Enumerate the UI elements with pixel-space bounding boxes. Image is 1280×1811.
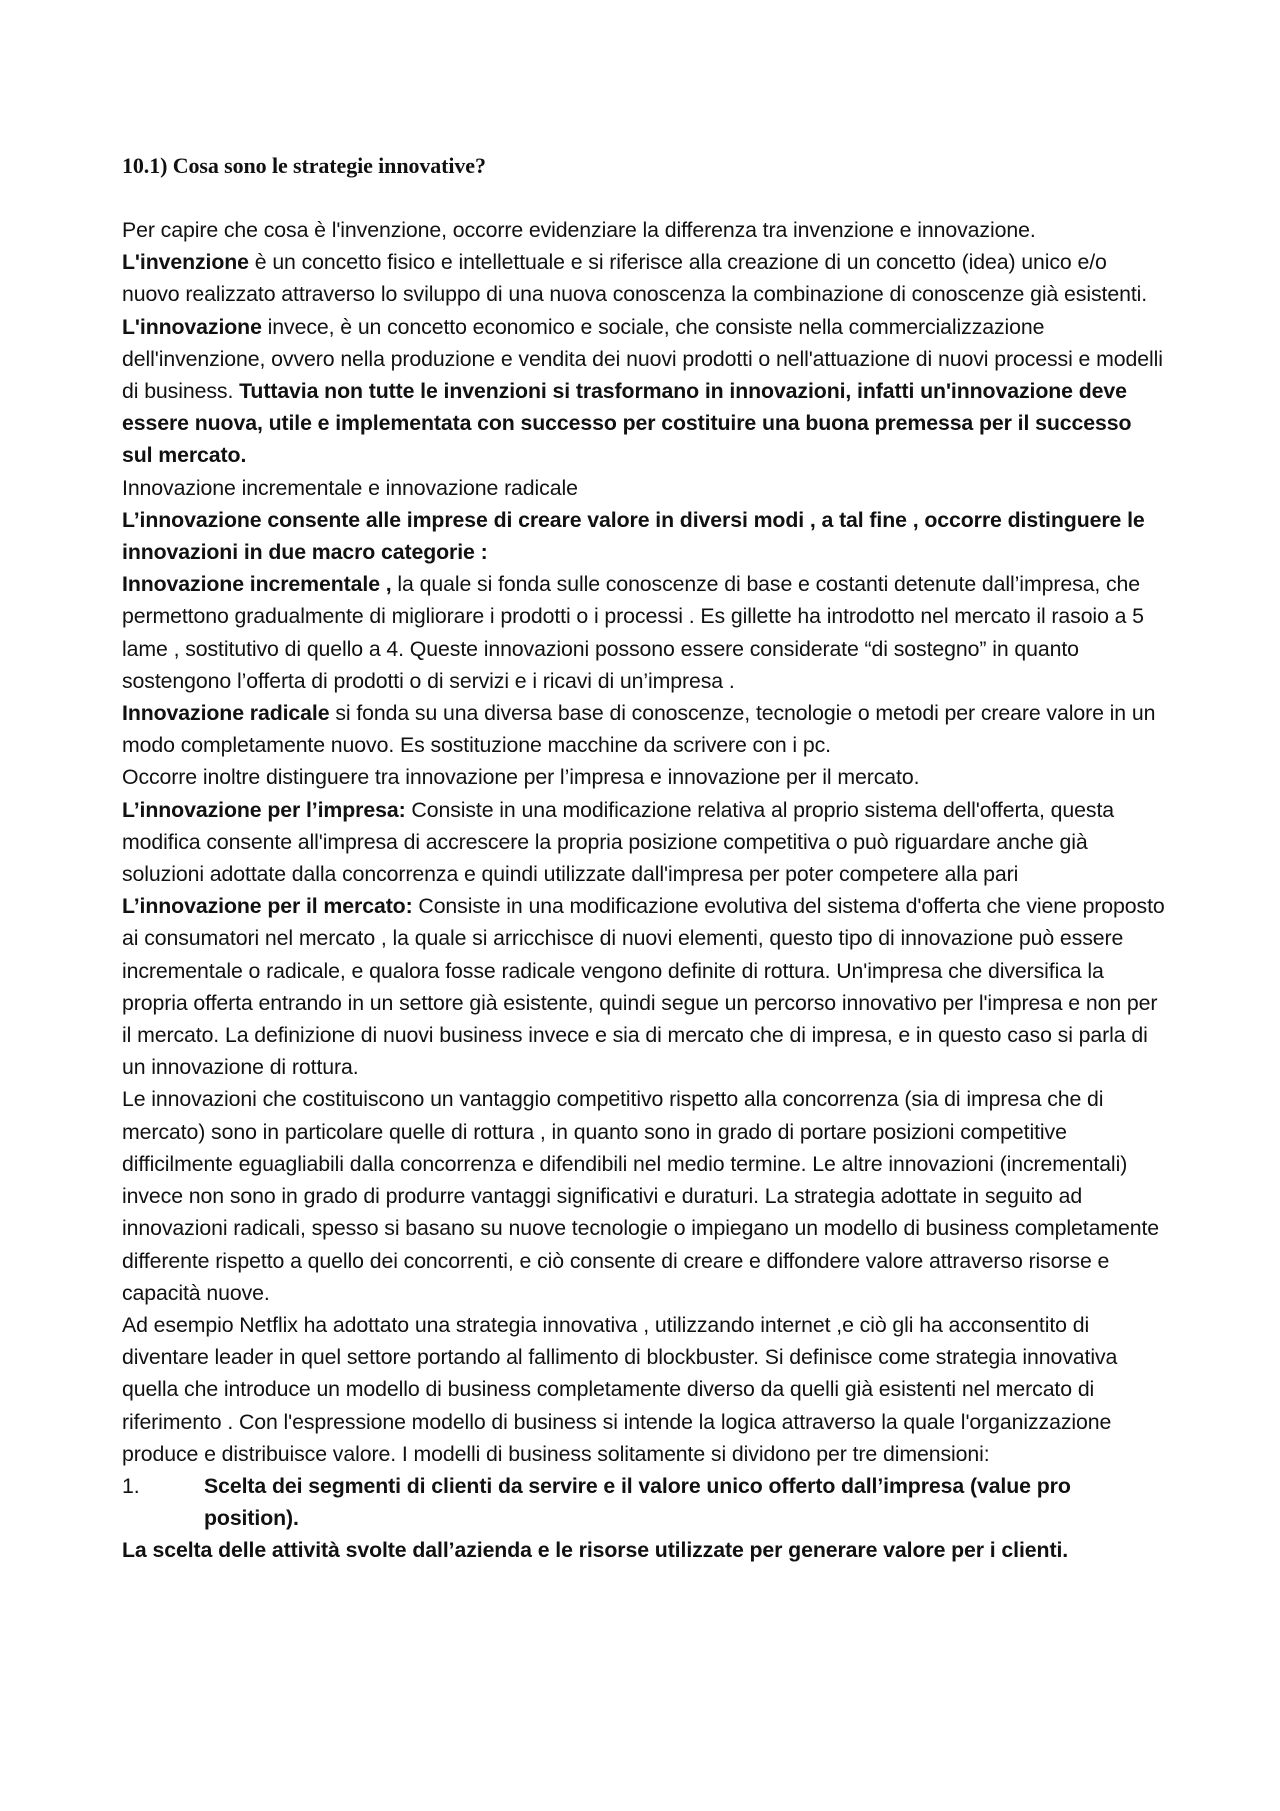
impresa-term: L’innovazione per l’impresa: xyxy=(122,797,406,822)
mercato-term: L’innovazione per il mercato: xyxy=(122,894,413,919)
list-text: Scelta dei segmenti di clienti da servire e il valore unico offerto dall’impresa (value pro position). xyxy=(204,1473,1071,1531)
radicale-text: si fonda su una diversa base di conoscenze, tecnologie o metodi per creare valore in un modo completamente nuovo. Es sostituzione macchine da scrivere con i pc. xyxy=(122,701,1156,758)
section-heading: 10.1) Cosa sono le strategie innovative? xyxy=(122,153,486,178)
paragraph-innovazione-incrementale xyxy=(122,568,1167,697)
invenzione-text: è un concetto fisico e intellettuale e si riferisce alla creazione di un concetto (idea) unico e/o nuovo realizzato attraverso lo sviluppo di una nuova conoscenza la combinazione di conoscenze già esistenti. xyxy=(122,250,1148,307)
paragraph-vantaggio-competitivo: Le innovazioni che costituiscono un vantaggio competitivo rispetto alla concorrenza (sia di impresa che di mercato) sono in particolare quelle di rottura , in quanto sono in grado di portare posizioni competitive difficilmente eguagliabili dalla concorrenza e difendibili nel medio termine. Le altre innovazioni (incrementali) invece non sono in grado di produrre vantaggi significativi e duraturi. La strategia adottate in seguito ad innovazioni radicali, spesso si basano su nuove tecnologie o impiegano un modello di business completamente differente rispetto a quello dei concorrenti, e ciò consente di creare e diffondere valore attraverso risorse e capacità nuove. xyxy=(122,1087,1160,1305)
list-item xyxy=(122,1470,1167,1534)
paragraph-impresa-vs-mercato: Occorre inoltre distinguere tra innovazione per l’impresa e innovazione per il mercato. xyxy=(122,765,920,790)
paragraph-innovazione-mercato xyxy=(122,890,1167,1083)
innovazione-text: invece, è un concetto economico e sociale, che consiste nella commercializzazione dell'invenzione, ovvero nella produzione e vendita dei nuovi prodotti o nell'attuazione di nuovi processi e modelli di business. xyxy=(122,314,1163,404)
incrementale-text: la quale si fonda sulle conoscenze di base e costanti detenute dall’impresa, che permettono gradualmente di migliorare i prodotti o i processi . Es gillette ha introdotto nel mercato il rasoio a 5 lame , sostitutivo di quello a 4. Queste innovazioni possono essere considerate “di sostegno” in quanto sostengono l’offerta di prodotti o di servizi e i ricavi di un’impresa . xyxy=(122,572,1144,693)
document-page xyxy=(122,150,1167,1567)
bold-conclusion: Tuttavia non tutte le invenzioni si trasformano in innovazioni, infatti un'innovazione deve essere nuova, utile e implementata con successo per costituire una buona premessa per il successo sul mercato. xyxy=(122,379,1132,468)
paragraph-invenzione-innovazione xyxy=(122,214,1167,472)
radicale-term: Innovazione radicale xyxy=(122,701,330,726)
impresa-text: Consiste in una modificazione relativa al proprio sistema dell'offerta, questa modifica consente all'impresa di accrescere la propria posizione competitiva o può riguardare anche già soluzioni adottate dalla concorrenza e quindi utilizzate dall'impresa per poter competere alla pari xyxy=(122,797,1115,887)
paragraph-innovazione-impresa xyxy=(122,794,1167,891)
paragraph-attivita-risorse: La scelta delle attività svolte dall’azienda e le risorse utilizzate per generare valore per i clienti. xyxy=(122,1538,1069,1563)
invenzione-term: L'invenzione xyxy=(122,250,249,275)
intro-text: Per capire che cosa è l'invenzione, occorre evidenziare la differenza tra invenzione e innovazione. xyxy=(122,218,1036,242)
paragraph-macro-categorie: L’innovazione consente alle imprese di creare valore in diversi modi , a tal fine , occorre distinguere le innovazioni in due macro categorie : xyxy=(122,507,1145,565)
paragraph-innovazione-radicale xyxy=(122,697,1167,761)
list-number: 1. xyxy=(122,1473,140,1498)
mercato-text: Consiste in una modificazione evolutiva del sistema d'offerta che viene proposto ai consumatori nel mercato , la quale si arricchisce di nuovi elementi, questo tipo di innovazione può essere incrementale o radicale, e qualora fosse radicale vengono definite di rottura. Un'impresa che diversifica la propria offerta entrando in un settore già esistente, quindi segue un percorso innovativo per l'impresa e non per il mercato. La definizione di nuovi business invece e sia di mercato che di impresa, e in questo caso si parla di un innovazione di rottura. xyxy=(122,894,1165,1080)
innovazione-term: L'innovazione xyxy=(122,314,262,339)
paragraph-netflix-example: Ad esempio Netflix ha adottato una strategia innovativa , utilizzando internet ,e ciò gli ha acconsentito di diventare leader in quel settore portando al fallimento di blockbuster. Si definisce come strategia innovativa quella che introduce un modello di business completamente diverso da quelli già esistenti nel mercato di riferimento . Con l'espressione modello di business si intende la logica attraverso la quale l'organizzazione produce e distribuisce valore. I modelli di business solitamente si dividono per tre dimensioni: xyxy=(122,1312,1118,1466)
incrementale-term: Innovazione incrementale , xyxy=(122,572,392,597)
subheading-incrementale-radicale: Innovazione incrementale e innovazione radicale xyxy=(122,475,578,500)
